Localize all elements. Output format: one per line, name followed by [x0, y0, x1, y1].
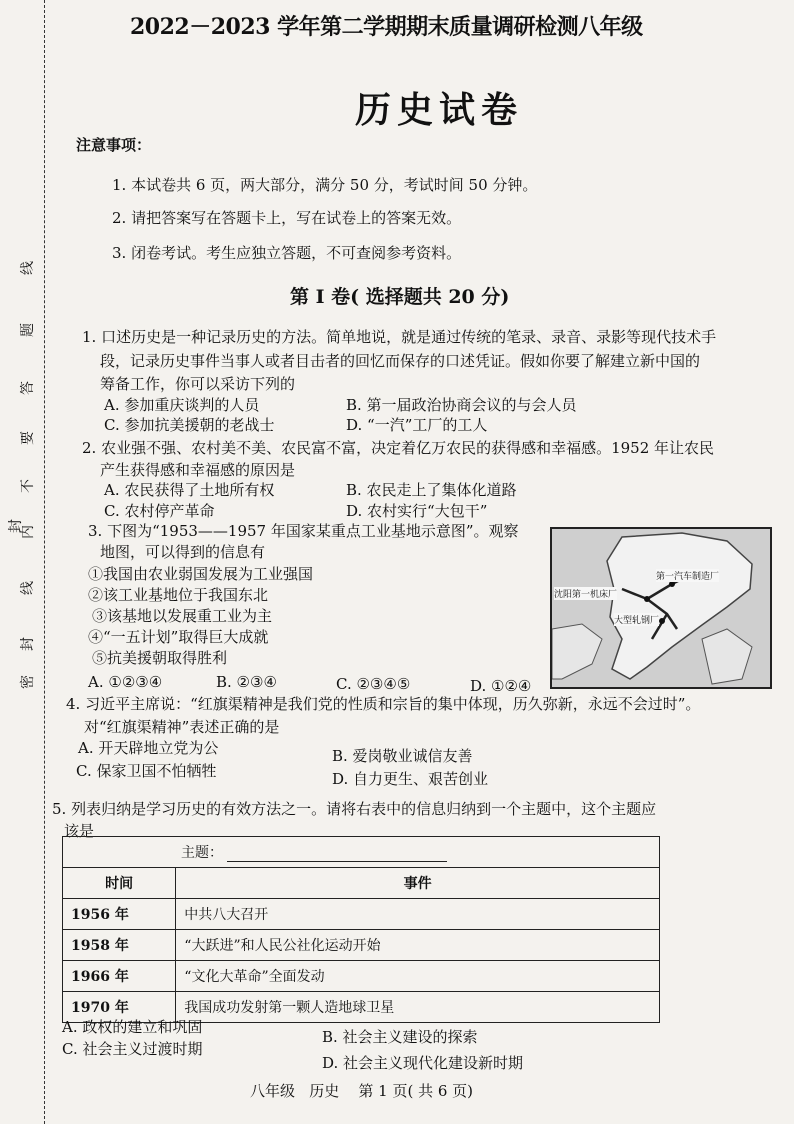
binding-char: 封: [20, 637, 36, 651]
question-stem: 5. 列表归纳是学习历史的有效方法之一。请将右表中的信息归纳到一个主题中，这个主题应: [52, 800, 657, 818]
binding-char: 线: [20, 261, 36, 275]
option: A. 参加重庆谈判的人员: [104, 396, 260, 414]
table-cell: 1958 年: [63, 930, 176, 961]
binding-char: 内: [20, 525, 36, 539]
table-row: [63, 930, 660, 961]
option: C. 农村停产革命: [104, 502, 215, 520]
question-stem: 4. 习近平主席说：“红旗渠精神是我们党的性质和宗旨的集中体现，历久弥新，永远不会过时”。: [66, 695, 701, 713]
statement-item: ②该工业基地位于我国东北: [88, 586, 269, 604]
notice-item: 2. 请把答案写在答题卡上，写在试卷上的答案无效。: [112, 209, 462, 227]
table-cell: “文化大革命”全面发动: [176, 961, 660, 992]
option: D. “一汽”工厂的工人: [346, 416, 488, 434]
map-drawing: [552, 529, 770, 687]
option: C. 社会主义过渡时期: [62, 1040, 203, 1058]
statement-item: ④“一五计划”取得巨大成就: [88, 628, 269, 646]
option: D. 社会主义现代化建设新时期: [322, 1054, 524, 1072]
option: A. 政权的建立和巩固: [62, 1018, 203, 1036]
map-label: 大型轧钢厂: [614, 613, 659, 626]
binding-dashed-line: [44, 0, 45, 1124]
option: B. 农民走上了集体化道路: [346, 481, 517, 499]
question-stem: 3. 下图为“1953——1957 年国家某重点工业基地示意图”。观察: [88, 522, 519, 540]
option: A. ①②③④: [88, 673, 163, 691]
table-cell: “大跃进”和人民公社化运动开始: [176, 930, 660, 961]
table-cell: 中共八大召开: [176, 899, 660, 930]
industrial-base-map: [550, 527, 772, 689]
section-title: 第 I 卷( 选择题共 20 分): [290, 286, 510, 308]
table-cell: 我国成功发射第一颗人造地球卫星: [176, 992, 660, 1023]
statement-item: ①我国由农业弱国发展为工业强国: [88, 565, 314, 583]
theme-label: 主题：: [181, 845, 223, 861]
theme-blank: [227, 861, 447, 862]
table-header: 时间: [63, 868, 176, 899]
option: B. 爱岗敬业诚信友善: [332, 747, 473, 765]
option: A. 农民获得了土地所有权: [104, 481, 275, 499]
option: A. 开天辟地立党为公: [78, 739, 219, 757]
statement-item: ③该基地以发展重工业为主: [92, 607, 273, 625]
theme-table: [62, 836, 660, 1023]
map-label: 沈阳第一机床厂: [554, 587, 617, 600]
table-header: 事件: [176, 868, 660, 899]
option: B. 社会主义建设的探索: [322, 1028, 478, 1046]
table-row: [63, 961, 660, 992]
table-cell: 1956 年: [63, 899, 176, 930]
exam-title: 2022－2023 学年第二学期期末质量调研检测八年级: [130, 14, 643, 40]
binding-char: 要: [20, 431, 36, 445]
notice-item: 1. 本试卷共 6 页，两大部分，满分 50 分，考试时间 50 分钟。: [112, 176, 538, 194]
option: B. 第一届政治协商会议的与会人员: [346, 396, 577, 414]
question-stem: 地图，可以得到的信息有: [100, 543, 266, 561]
option: B. ②③④: [216, 673, 277, 691]
notice-heading: 注意事项：: [76, 136, 152, 154]
table-row: [63, 899, 660, 930]
option: D. 农村实行“大包干”: [346, 502, 488, 520]
table-header-row: [63, 868, 660, 899]
option: C. 参加抗美援朝的老战士: [104, 416, 275, 434]
exam-subtitle: 历史试卷: [355, 89, 524, 131]
table-cell: 1970 年: [63, 992, 176, 1023]
binding-char: 不: [20, 479, 36, 493]
question-stem: 该是: [64, 822, 95, 840]
question-stem: 筹备工作，你可以采访下列的: [100, 375, 296, 393]
option: D. 自力更生、艰苦创业: [332, 770, 489, 788]
notice-item: 3. 闭卷考试。考生应独立答题，不可查阅参考资料。: [112, 244, 462, 262]
option: C. ②③④⑤: [336, 675, 411, 693]
binding-char: 封: [8, 519, 24, 533]
statement-item: ⑤抗美援朝取得胜利: [92, 649, 228, 667]
map-label: 第一汽车制造厂: [656, 569, 719, 582]
question-stem: 1. 口述历史是一种记录历史的方法。简单地说，就是通过传统的笔录、录音、录影等现代技术手: [82, 328, 717, 346]
binding-margin: [6, 0, 46, 1124]
binding-char: 密: [20, 675, 36, 689]
binding-char: 题: [20, 323, 36, 337]
table-cell: 1966 年: [63, 961, 176, 992]
question-stem: 对“红旗渠精神”表述正确的是: [84, 718, 280, 736]
page-footer: 八年级 历史 第 1 页( 共 6 页): [250, 1082, 474, 1100]
table-theme-row: [63, 837, 660, 868]
question-stem: 段，记录历史事件当事人或者目击者的回忆而保存的口述凭证。假如你要了解建立新中国的: [100, 352, 701, 370]
binding-char: 线: [20, 581, 36, 595]
option: D. ①②④: [470, 677, 532, 695]
binding-char: 答: [20, 381, 36, 395]
option: C. 保家卫国不怕牺牲: [76, 762, 217, 780]
question-stem: 2. 农业强不强、农村美不美、农民富不富，决定着亿万农民的获得感和幸福感。1952 年让农民: [82, 439, 715, 457]
question-stem: 产生获得感和幸福感的原因是: [100, 461, 296, 479]
